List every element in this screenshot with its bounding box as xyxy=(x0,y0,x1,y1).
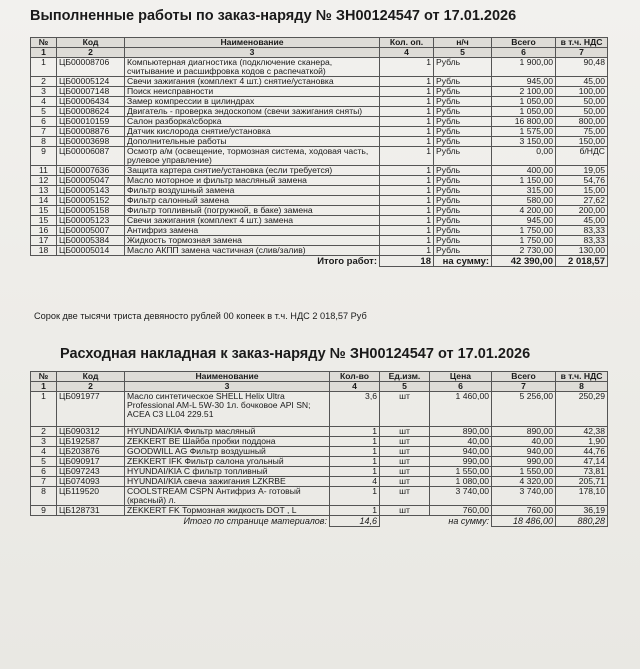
materials-table xyxy=(30,371,608,527)
table-cell: 7 xyxy=(31,127,57,137)
column-number: 1 xyxy=(31,48,57,58)
table-cell: ЦБ00010159 xyxy=(57,117,125,127)
table-cell: 9 xyxy=(31,506,57,516)
table-cell: ZEKKERT FK Тормозная жидкость DOT , L xyxy=(125,506,330,516)
table-cell: Защита картера снятие/установка (если требуется) xyxy=(125,166,380,176)
table-cell: 15,00 xyxy=(556,186,608,196)
table-cell: Рубль xyxy=(434,216,492,226)
table-cell: 200,00 xyxy=(556,206,608,216)
table-cell: 890,00 xyxy=(492,427,556,437)
table-cell: ЦБ00005124 xyxy=(57,77,125,87)
table-row xyxy=(31,216,608,226)
table-cell: ЦБ00006087 xyxy=(57,147,125,166)
table-cell: ЦБ090312 xyxy=(57,427,125,437)
table-cell: 1 xyxy=(380,137,434,147)
table-cell: 8 xyxy=(31,137,57,147)
table-cell: ЦБ00005143 xyxy=(57,186,125,196)
table-cell: 1 xyxy=(380,246,434,256)
table-cell: 760,00 xyxy=(492,506,556,516)
table-row xyxy=(31,236,608,246)
table-cell: 8 xyxy=(31,487,57,506)
table-row xyxy=(31,117,608,127)
table-cell: 1 xyxy=(380,97,434,107)
table-cell: 1 xyxy=(380,166,434,176)
table-cell: 13 xyxy=(31,186,57,196)
table-cell: 44,76 xyxy=(556,447,608,457)
table-cell: ЦБ074093 xyxy=(57,477,125,487)
table-cell: 990,00 xyxy=(492,457,556,467)
table-row xyxy=(31,77,608,87)
table-cell: ЦБ00008706 xyxy=(57,58,125,77)
table-cell: б/НДС xyxy=(556,147,608,166)
table-cell: 1 xyxy=(330,506,380,516)
table-cell: 1 750,00 xyxy=(492,236,556,246)
table-cell: 42,38 xyxy=(556,427,608,437)
column-number: 4 xyxy=(330,382,380,392)
table-cell: 1 xyxy=(380,236,434,246)
table-cell: Дополнительные работы xyxy=(125,137,380,147)
table-cell: 1 460,00 xyxy=(430,392,492,427)
table-cell: шт xyxy=(380,477,430,487)
works-table-body xyxy=(31,58,608,256)
table-cell: Датчик кислорода снятие/установка xyxy=(125,127,380,137)
table-cell: 4 xyxy=(330,477,380,487)
table-cell: 3 150,00 xyxy=(492,137,556,147)
table-cell: 1 xyxy=(380,216,434,226)
table-cell: ЦБ00005007 xyxy=(57,226,125,236)
table-cell: 760,00 xyxy=(430,506,492,516)
table-cell: 3,6 xyxy=(330,392,380,427)
works-table xyxy=(30,37,608,267)
table-cell: шт xyxy=(380,437,430,447)
table-cell: 5 xyxy=(31,107,57,117)
table-cell: 4 xyxy=(31,97,57,107)
table-cell: шт xyxy=(380,447,430,457)
table-cell: 16 800,00 xyxy=(492,117,556,127)
table-cell: 940,00 xyxy=(492,447,556,457)
table-cell: Антифриз замена xyxy=(125,226,380,236)
table-row xyxy=(31,447,608,457)
table-row xyxy=(31,166,608,176)
table-cell: 2 xyxy=(31,427,57,437)
table-row xyxy=(31,457,608,467)
table-row xyxy=(31,506,608,516)
amount-in-words: Сорок две тысячи триста девяносто рублей 00 копеек в т.ч. НДС 2 018,57 Руб xyxy=(34,311,367,321)
table-cell: ЦБ097243 xyxy=(57,467,125,477)
table-cell: ЦБ00003698 xyxy=(57,137,125,147)
column-number: 5 xyxy=(434,48,492,58)
table-cell: ZEKKERT IFK Фильтр салона угольный xyxy=(125,457,330,467)
table-cell: ЦБ00007636 xyxy=(57,166,125,176)
table-cell: ЦБ091977 xyxy=(57,392,125,427)
table-cell: 1 xyxy=(380,77,434,87)
table-cell: Фильтр воздушный замена xyxy=(125,186,380,196)
table-cell: 1 xyxy=(380,58,434,77)
table-cell: 36,19 xyxy=(556,506,608,516)
table-cell: Рубль xyxy=(434,77,492,87)
header-cell: Кол. оп. xyxy=(380,38,434,48)
table-cell: ЦБ192587 xyxy=(57,437,125,447)
header-cell: Наименование xyxy=(125,38,380,48)
materials-table-body xyxy=(31,392,608,516)
table-cell: Жидкость тормозная замена xyxy=(125,236,380,246)
materials-header-row xyxy=(31,372,608,382)
table-cell: 150,00 xyxy=(556,137,608,147)
table-cell: шт xyxy=(380,392,430,427)
column-number: 6 xyxy=(492,48,556,58)
table-cell: 250,29 xyxy=(556,392,608,427)
table-cell: 315,00 xyxy=(492,186,556,196)
table-cell: 54,76 xyxy=(556,176,608,186)
table-row xyxy=(31,137,608,147)
table-cell: Рубль xyxy=(434,226,492,236)
table-row xyxy=(31,176,608,186)
table-cell: 1 xyxy=(31,58,57,77)
table-cell: шт xyxy=(380,467,430,477)
table-cell: 1 750,00 xyxy=(492,226,556,236)
table-cell: 1 xyxy=(380,127,434,137)
table-cell: 9 xyxy=(31,147,57,166)
table-cell: Рубль xyxy=(434,137,492,147)
table-cell: 6 xyxy=(31,467,57,477)
table-cell: Компьютерная диагностика (подключение сканера, считывание и расшифровка кодов с распечаткой) xyxy=(125,58,380,77)
table-cell: ЦБ00005152 xyxy=(57,196,125,206)
table-row xyxy=(31,477,608,487)
table-cell: 2 xyxy=(31,77,57,87)
table-cell: ЦБ00008624 xyxy=(57,107,125,117)
table-row xyxy=(31,427,608,437)
table-row xyxy=(31,107,608,117)
table-cell: 15 xyxy=(31,216,57,226)
table-cell: Поиск неисправности xyxy=(125,87,380,97)
table-row xyxy=(31,487,608,506)
table-cell: 1 xyxy=(380,186,434,196)
table-cell: 45,00 xyxy=(556,77,608,87)
table-cell: 83,33 xyxy=(556,226,608,236)
table-cell: Салон разборка\сборка xyxy=(125,117,380,127)
table-cell: ZEKKERT BE Шайба пробки поддона xyxy=(125,437,330,447)
materials-column-number-row xyxy=(31,382,608,392)
works-header-row xyxy=(31,38,608,48)
table-cell: Масло АКПП замена частичная (слив/залив) xyxy=(125,246,380,256)
table-cell: шт xyxy=(380,427,430,437)
table-cell: 73,81 xyxy=(556,467,608,477)
materials-title: Расходная накладная к заказ-наряду № ЗН00124547 от 17.01.2026 xyxy=(60,346,531,362)
table-row xyxy=(31,467,608,477)
table-row xyxy=(31,58,608,77)
table-cell: 580,00 xyxy=(492,196,556,206)
table-cell: 90,48 xyxy=(556,58,608,77)
header-cell: № xyxy=(31,38,57,48)
table-cell: 1 xyxy=(380,226,434,236)
table-cell: Масло синтетическое SHELL Helix Ultra Professional AM-L 5W-30 1л. бочковое API SN; ACEA C3 LL04 229.51 xyxy=(125,392,330,427)
table-cell: 1 xyxy=(380,206,434,216)
table-cell: 3 xyxy=(31,437,57,447)
table-cell: 1 050,00 xyxy=(492,107,556,117)
table-cell: 1 xyxy=(330,487,380,506)
table-cell: ЦБ00008876 xyxy=(57,127,125,137)
table-cell: 27,62 xyxy=(556,196,608,206)
table-cell: Рубль xyxy=(434,117,492,127)
table-cell: 1 900,00 xyxy=(492,58,556,77)
table-cell: Масло моторное и фильтр масляный замена xyxy=(125,176,380,186)
table-row xyxy=(31,226,608,236)
column-number: 2 xyxy=(57,382,125,392)
table-cell: 1 xyxy=(330,447,380,457)
table-cell: 47,14 xyxy=(556,457,608,467)
table-cell: 1 xyxy=(330,457,380,467)
table-cell: 75,00 xyxy=(556,127,608,137)
table-cell: 1 xyxy=(330,437,380,447)
header-cell: н/ч xyxy=(434,38,492,48)
table-cell: 1 550,00 xyxy=(430,467,492,477)
table-cell: 130,00 xyxy=(556,246,608,256)
table-row xyxy=(31,392,608,427)
header-cell: Цена xyxy=(430,372,492,382)
table-cell: 890,00 xyxy=(430,427,492,437)
table-cell: COOLSTREAM CSPN Антифриз А- готовый (красный) л. xyxy=(125,487,330,506)
table-row xyxy=(31,206,608,216)
table-cell: ЦБ128731 xyxy=(57,506,125,516)
table-cell: Рубль xyxy=(434,166,492,176)
works-total-sum: 42 390,00 xyxy=(492,256,556,267)
table-cell: 1 xyxy=(31,392,57,427)
table-cell: 1,90 xyxy=(556,437,608,447)
table-cell: 3 740,00 xyxy=(430,487,492,506)
materials-sum-label: на сумму: xyxy=(448,516,489,526)
table-cell: ЦБ00005158 xyxy=(57,206,125,216)
table-cell: 40,00 xyxy=(492,437,556,447)
table-cell: 1 550,00 xyxy=(492,467,556,477)
table-cell: 50,00 xyxy=(556,97,608,107)
table-cell: шт xyxy=(380,506,430,516)
table-cell: 1 150,00 xyxy=(492,176,556,186)
table-cell: ЦБ203876 xyxy=(57,447,125,457)
header-cell: № xyxy=(31,372,57,382)
table-cell: 100,00 xyxy=(556,87,608,97)
materials-total-sum: 18 486,00 xyxy=(492,516,556,527)
table-cell: 800,00 xyxy=(556,117,608,127)
table-cell: 5 xyxy=(31,457,57,467)
header-cell: Код xyxy=(57,372,125,382)
table-cell: 1 xyxy=(330,467,380,477)
table-cell: ЦБ090917 xyxy=(57,457,125,467)
table-cell: 1 xyxy=(380,87,434,97)
works-total-label: Итого работ: xyxy=(317,256,377,267)
table-cell: 83,33 xyxy=(556,236,608,246)
table-cell: 50,00 xyxy=(556,107,608,117)
table-cell: 1 xyxy=(380,147,434,166)
works-total-row xyxy=(31,256,608,267)
table-row xyxy=(31,127,608,137)
table-row xyxy=(31,87,608,97)
table-cell: Рубль xyxy=(434,97,492,107)
table-row xyxy=(31,437,608,447)
table-cell: 1 xyxy=(380,117,434,127)
column-number: 7 xyxy=(556,48,608,58)
table-cell: ЦБ00007148 xyxy=(57,87,125,97)
table-row xyxy=(31,196,608,206)
column-number: 6 xyxy=(430,382,492,392)
table-cell: 14 xyxy=(31,196,57,206)
table-cell: 990,00 xyxy=(430,457,492,467)
table-cell: 12 xyxy=(31,176,57,186)
table-cell: 11 xyxy=(31,166,57,176)
header-cell: Кол-во xyxy=(330,372,380,382)
header-cell: Код xyxy=(57,38,125,48)
table-cell: Рубль xyxy=(434,196,492,206)
table-cell: 45,00 xyxy=(556,216,608,226)
table-row xyxy=(31,97,608,107)
table-cell: 1 xyxy=(380,196,434,206)
table-cell: Двигатель - проверка эндоскопом (свечи зажигания сняты) xyxy=(125,107,380,117)
column-number: 8 xyxy=(556,382,608,392)
materials-total-label: Итого по странице материалов: xyxy=(183,516,327,526)
table-cell: ЦБ00005014 xyxy=(57,246,125,256)
column-number: 3 xyxy=(125,48,380,58)
table-cell: ЦБ00005047 xyxy=(57,176,125,186)
table-cell: Рубль xyxy=(434,206,492,216)
table-row xyxy=(31,246,608,256)
table-cell: 40,00 xyxy=(430,437,492,447)
table-cell: Рубль xyxy=(434,236,492,246)
table-cell: шт xyxy=(380,487,430,506)
table-row xyxy=(31,147,608,166)
table-cell: Осмотр а/м (освещение, тормозная система, ходовая часть, рулевое управление) xyxy=(125,147,380,166)
table-cell: 17 xyxy=(31,236,57,246)
table-cell: 1 xyxy=(330,427,380,437)
table-cell: Свечи зажигания (комплект 4 шт.) замена xyxy=(125,216,380,226)
table-cell: 0,00 xyxy=(492,147,556,166)
table-cell: Рубль xyxy=(434,58,492,77)
column-number: 4 xyxy=(380,48,434,58)
works-title: Выполненные работы по заказ-наряду № ЗН00124547 от 17.01.2026 xyxy=(30,8,517,24)
table-cell: 18 xyxy=(31,246,57,256)
table-cell: шт xyxy=(380,457,430,467)
table-cell: Рубль xyxy=(434,186,492,196)
table-cell: Рубль xyxy=(434,127,492,137)
column-number: 1 xyxy=(31,382,57,392)
materials-total-vat: 880,28 xyxy=(556,516,608,527)
table-cell: ЦБ119520 xyxy=(57,487,125,506)
table-cell: 2 730,00 xyxy=(492,246,556,256)
table-cell: 15 xyxy=(31,206,57,216)
header-cell: Всего xyxy=(492,372,556,382)
table-cell: 1 050,00 xyxy=(492,97,556,107)
table-cell: 3 xyxy=(31,87,57,97)
header-cell: в т.ч. НДС xyxy=(556,372,608,382)
table-cell: 3 740,00 xyxy=(492,487,556,506)
table-cell: 940,00 xyxy=(430,447,492,457)
column-number: 2 xyxy=(57,48,125,58)
table-cell: 7 xyxy=(31,477,57,487)
table-cell: 400,00 xyxy=(492,166,556,176)
table-cell: 6 xyxy=(31,117,57,127)
table-cell: 4 200,00 xyxy=(492,206,556,216)
table-cell: HYUNDAI/KIA Фильтр масляный xyxy=(125,427,330,437)
works-sum-label: на сумму: xyxy=(434,256,492,267)
works-column-number-row xyxy=(31,48,608,58)
table-cell: GOODWILL AG Фильтр воздушный xyxy=(125,447,330,457)
table-cell: 178,10 xyxy=(556,487,608,506)
table-row xyxy=(31,186,608,196)
table-cell: Рубль xyxy=(434,147,492,166)
table-cell: Рубль xyxy=(434,107,492,117)
column-number: 7 xyxy=(492,382,556,392)
table-cell: Рубль xyxy=(434,246,492,256)
table-cell: Рубль xyxy=(434,176,492,186)
works-total-vat: 2 018,57 xyxy=(556,256,608,267)
column-number: 3 xyxy=(125,382,330,392)
table-cell: Фильтр топливный (погружной, в баке) замена xyxy=(125,206,380,216)
works-total-qty: 18 xyxy=(380,256,434,267)
table-cell: 5 256,00 xyxy=(492,392,556,427)
table-cell: 4 320,00 xyxy=(492,477,556,487)
table-cell: 2 100,00 xyxy=(492,87,556,97)
header-cell: Ед.изм. xyxy=(380,372,430,382)
table-cell: Рубль xyxy=(434,87,492,97)
table-cell: Замер компрессии в цилиндрах xyxy=(125,97,380,107)
table-cell: 945,00 xyxy=(492,216,556,226)
table-cell: 1 xyxy=(380,176,434,186)
table-cell: 945,00 xyxy=(492,77,556,87)
table-cell: 205,71 xyxy=(556,477,608,487)
table-cell: 1 xyxy=(380,107,434,117)
table-cell: 1 080,00 xyxy=(430,477,492,487)
column-number: 5 xyxy=(380,382,430,392)
table-cell: 4 xyxy=(31,447,57,457)
header-cell: Наименование xyxy=(125,372,330,382)
table-cell: ЦБ00005123 xyxy=(57,216,125,226)
table-cell: ЦБ00005384 xyxy=(57,236,125,246)
materials-total-qty: 14,6 xyxy=(330,516,380,527)
table-cell: Свечи зажигания (комплект 4 шт.) снятие/установка xyxy=(125,77,380,87)
table-cell: HYUNDAI/KIA С фильтр топливный xyxy=(125,467,330,477)
table-cell: ЦБ00006434 xyxy=(57,97,125,107)
table-cell: 1 575,00 xyxy=(492,127,556,137)
materials-total-row xyxy=(31,516,608,527)
header-cell: в т.ч. НДС xyxy=(556,38,608,48)
table-cell: 19,05 xyxy=(556,166,608,176)
header-cell: Всего xyxy=(492,38,556,48)
table-cell: 16 xyxy=(31,226,57,236)
table-cell: Фильтр салонный замена xyxy=(125,196,380,206)
table-cell: HYUNDAI/KIA свеча зажигания LZKRBE xyxy=(125,477,330,487)
